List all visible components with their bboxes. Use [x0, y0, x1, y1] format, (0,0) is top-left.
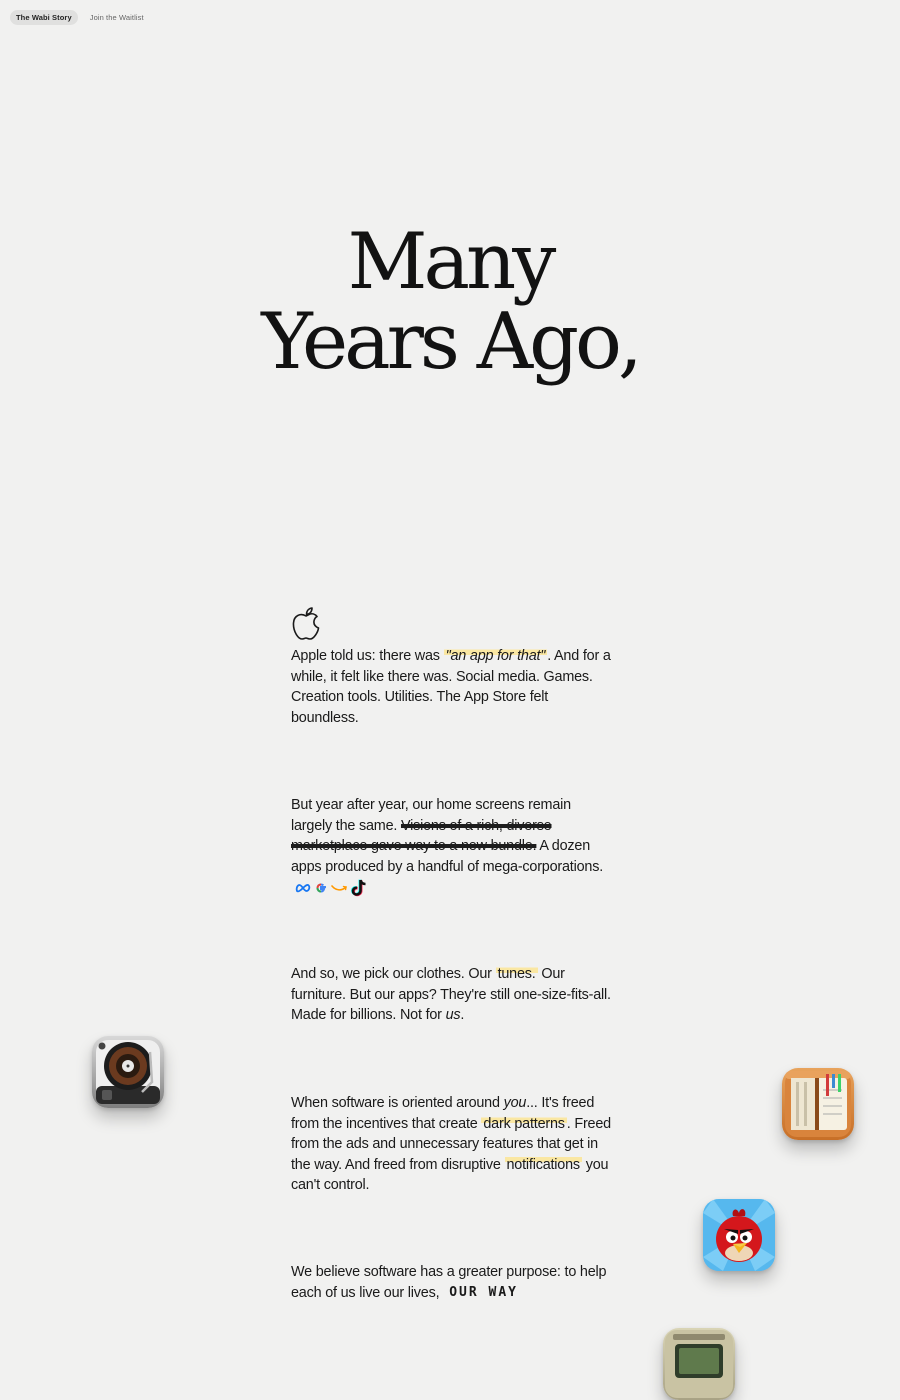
p1-text-start: Apple told us: there was: [291, 648, 444, 664]
page-title-line-2: Years Ago,: [261, 297, 639, 387]
p4-highlight-1: dark patterns: [483, 1115, 565, 1132]
story-paragraph-4: [291, 1093, 611, 1196]
p2-struck-text: Visions of a rich, diverse marketplace gave way to a new bundle.: [291, 817, 552, 855]
p5-text-middle: : to help each of us live our lives,: [291, 1264, 607, 1301]
planner-app-icon[interactable]: [782, 1068, 854, 1140]
nav-story-link[interactable]: The Wabi Story: [10, 10, 78, 25]
p1-text-end: . And for a while, it felt like there was. Social media. Games. Creation tools. Utilities. The App Store felt boundless.: [291, 648, 611, 726]
story-paragraph-5: [291, 1262, 611, 1304]
story-paragraph-2: [291, 795, 611, 898]
angry-bird-app-icon[interactable]: [703, 1199, 775, 1271]
retro-computer-app-icon[interactable]: [663, 1328, 735, 1400]
p5-handwritten: OUR WAY: [449, 1284, 518, 1300]
p3-text-middle: Our furniture. But our apps? They're still one-size-fits-all. Made for billions. Not for: [291, 966, 611, 1024]
p2-text-start: But year after year, our home screens remain largely the same.: [291, 797, 571, 834]
p4-text-end: you can't control.: [291, 1156, 609, 1194]
p1-highlight: "an app for that": [445, 648, 546, 664]
p5-highlight: greater purpose: [458, 1264, 557, 1280]
p4-text-middle-2: . Freed from the ads and unnecessary features that get in the way. And freed from disruptive: [291, 1115, 611, 1173]
p5-text-start: We believe software has a: [291, 1264, 459, 1280]
p3-highlight: tunes.: [497, 966, 536, 982]
p3-text-end: .: [460, 1007, 465, 1024]
page-title: [0, 217, 900, 387]
story-paragraph-1: [291, 646, 611, 728]
p4-text-middle-1: ... It's freed from the incentives that create: [291, 1095, 595, 1132]
meta-logo-icon: [295, 883, 311, 893]
p2-text-end: A dozen apps produced by a handful of mega-corporations.: [291, 838, 603, 875]
page-title-line-1: Many: [347, 217, 553, 307]
p4-italic: you: [503, 1095, 527, 1111]
nav-waitlist-link[interactable]: Join the Waitlist: [89, 13, 144, 22]
apple-logo-icon: [291, 606, 321, 642]
p3-text-start: And so, we pick our clothes. Our: [291, 966, 496, 982]
p4-text-start: When software is oriented around: [291, 1095, 504, 1111]
top-nav: [10, 10, 150, 25]
story-paragraph-3: [291, 964, 611, 1026]
p3-italic: us: [445, 1007, 461, 1024]
turntable-app-icon[interactable]: [92, 1036, 164, 1108]
amazon-smile-icon: [331, 883, 347, 893]
p4-highlight-2: notifications: [506, 1156, 580, 1173]
tiktok-logo-icon: [350, 879, 368, 897]
google-logo-icon: [314, 881, 328, 895]
big-tech-logos: [295, 879, 368, 897]
